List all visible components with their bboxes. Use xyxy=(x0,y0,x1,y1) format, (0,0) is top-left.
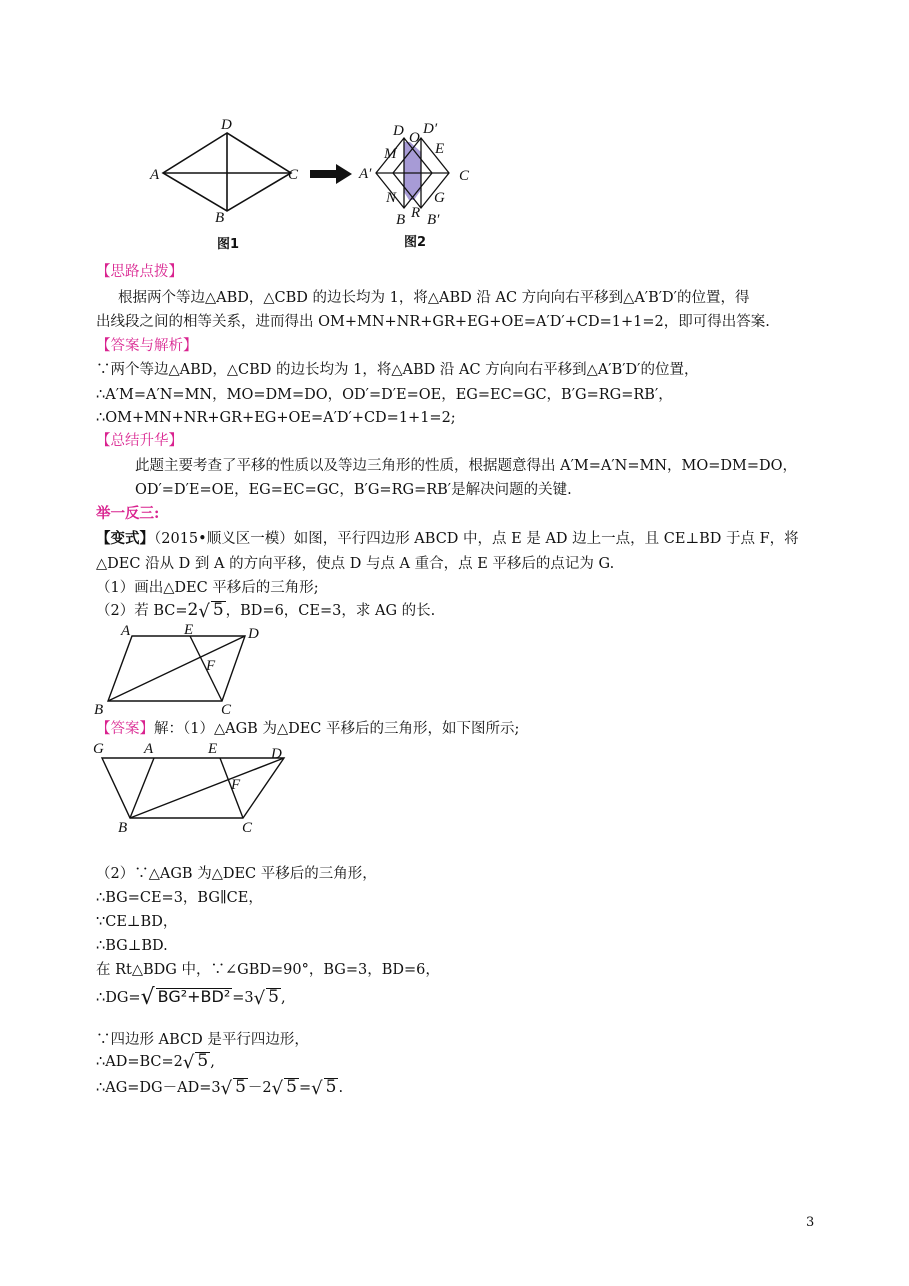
ag-radicand-1: 5 xyxy=(235,1077,246,1097)
fig2-label-dprime: D′ xyxy=(423,121,438,137)
fig3-label-e: E xyxy=(184,622,194,638)
ad-prefix: ∴AD=BC=2 xyxy=(96,1054,183,1070)
fig4-label-b: B xyxy=(118,820,128,836)
q2-radicand: 5 xyxy=(212,600,224,620)
fig2-label-n: N xyxy=(386,190,397,206)
answer-tag: 【答案】 xyxy=(96,721,154,737)
dg-equals: =3 xyxy=(232,990,254,1006)
arrow-icon xyxy=(308,162,354,186)
answer-part1-line xyxy=(96,719,519,739)
solution-2-line-1: （2）∵△AGB 为△DEC 平移后的三角形， xyxy=(96,866,377,882)
ag-minus: －2 xyxy=(247,1080,272,1096)
answer-heading: 【答案与解析】 xyxy=(96,338,198,354)
ad-radicand: 5 xyxy=(197,1051,209,1071)
fig3-label-c: C xyxy=(221,702,232,718)
fig4-label-d: D xyxy=(271,746,282,762)
ag-equals: = xyxy=(298,1080,312,1096)
fig2-label-aprime: A′ xyxy=(359,166,372,182)
sqrt-icon: √ xyxy=(253,988,266,1009)
solution-2-line-4: ∴BG⊥BD. xyxy=(96,938,168,954)
q2-text-b: ，BD=6，CE=3，求 AG 的长. xyxy=(225,603,436,619)
fig1-label-d: D xyxy=(221,118,232,133)
fig2-label-r: R xyxy=(411,205,421,221)
solution-2-line-6 xyxy=(96,985,286,1010)
variant-tag: 【变式】 xyxy=(96,530,154,547)
solution-2-line-3: ∵CE⊥BD， xyxy=(96,914,178,930)
solution-2-line-7: ∵四边形 ABCD 是平行四边形， xyxy=(96,1032,309,1048)
variant-text-1: （2015•顺义区一模）如图，平行四边形 ABCD 中，点 E 是 AD 边上一点，且 CE⊥BD 于点 F，将 xyxy=(154,531,799,547)
summary-heading: 【总结升华】 xyxy=(96,433,183,449)
fig3-label-d: D xyxy=(248,626,259,642)
ad-suffix: , xyxy=(210,1054,215,1070)
dg-radicand: BG²+BD² xyxy=(157,987,231,1006)
fig4-label-a: A xyxy=(144,741,154,757)
solution-2-line-8 xyxy=(96,1052,215,1073)
question-1: （1）画出△DEC 平移后的三角形; xyxy=(96,580,319,596)
fig1-caption: 图1 xyxy=(217,237,240,252)
fig3-label-b: B xyxy=(94,702,104,718)
answer-text-3: ∴OM+MN+NR+GR+EG+OE=A′D′+CD=1+1=2; xyxy=(96,410,456,426)
sqrt-icon: √ xyxy=(140,985,155,1010)
question-2 xyxy=(96,600,435,622)
figure-1-rhombus xyxy=(145,118,305,254)
fig3-label-a: A xyxy=(121,623,131,639)
figure-4-translated-parallelogram xyxy=(90,738,290,840)
fig2-caption: 图2 xyxy=(404,235,427,250)
dg-result-radicand: 5 xyxy=(268,987,279,1007)
answer-part1-text: 解：（1）△AGB 为△DEC 平移后的三角形，如下图所示; xyxy=(154,721,520,737)
page-number: 3 xyxy=(806,1215,815,1230)
ag-suffix: . xyxy=(338,1080,344,1096)
sqrt-icon: √ xyxy=(271,1078,284,1099)
sqrt-icon: √ xyxy=(198,601,210,622)
fig2-label-m: M xyxy=(384,146,397,162)
fig2-label-g: G xyxy=(434,190,445,206)
dg-suffix: , xyxy=(280,990,286,1006)
q2-coef: 2 xyxy=(187,600,199,620)
fig1-label-b: B xyxy=(215,210,225,226)
fig3-label-f: F xyxy=(206,658,216,674)
thinking-text-2: 出线段之间的相等关系，进而得出 OM+MN+NR+GR+EG+OE=A′D′+CD=1+1=2，即可得出答案. xyxy=(96,314,770,330)
figure-3-parallelogram xyxy=(92,620,272,720)
fig2-label-b: B xyxy=(396,212,406,228)
thinking-heading: 【思路点拨】 xyxy=(96,264,183,280)
fig4-label-e: E xyxy=(208,741,218,757)
solution-2-line-5: 在 Rt△BDG 中，∵∠GBD=90°，BG=3，BD=6， xyxy=(96,962,440,978)
ag-radicand-2: 5 xyxy=(286,1077,297,1097)
example-heading: 举一反三: xyxy=(96,505,160,522)
variant-line-1 xyxy=(96,529,799,549)
answer-text-1: ∵两个等边△ABD，△CBD 的边长均为 1，将△ABD 沿 AC 方向向右平移到△A′B′D′的位置， xyxy=(96,362,699,378)
figure-2-translated-rhombus xyxy=(356,118,480,250)
sqrt-icon: √ xyxy=(220,1078,233,1099)
fig2-label-d: D xyxy=(393,123,404,139)
fig2-label-bprime: B′ xyxy=(427,212,440,228)
shaded-region xyxy=(404,142,421,200)
summary-text-2: OD′=D′E=OE，EG=EC=GC，B′G=RG=RB′是解决问题的关键. xyxy=(135,482,572,498)
thinking-text-1: 根据两个等边△ABD，△CBD 的边长均为 1，将△ABD 沿 AC 方向向右平移到△A′B′D′的位置，得 xyxy=(118,290,750,306)
answer-text-2: ∴A′M=A′N=MN，MO=DM=DO，OD′=D′E=OE，EG=EC=GC，B′G=RG=RB′， xyxy=(96,387,673,403)
solution-2-line-9 xyxy=(96,1078,343,1099)
fig2-label-e: E xyxy=(435,141,445,157)
fig1-label-a: A xyxy=(150,167,160,183)
fig1-label-c: C xyxy=(288,167,299,183)
fig2-label-c: C xyxy=(459,168,470,184)
q2-text-a: （2）若 BC= xyxy=(96,603,188,619)
variant-text-2: △DEC 沿从 D 到 A 的方向平移，使点 D 与点 A 重合，点 E 平移后的点记为 G. xyxy=(96,556,615,572)
fig4-label-f: F xyxy=(231,777,241,793)
summary-text-1: 此题主要考查了平移的性质以及等边三角形的性质，根据题意得出 A′M=A′N=MN，MO=DM=DO， xyxy=(135,458,798,474)
fig4-label-c: C xyxy=(242,820,253,836)
sqrt-icon: √ xyxy=(182,1052,195,1073)
dg-prefix: ∴DG= xyxy=(96,990,141,1006)
fig4-label-g: G xyxy=(93,741,104,757)
ag-radicand-3: 5 xyxy=(325,1077,337,1097)
solution-2-line-2: ∴BG=CE=3，BG∥CE， xyxy=(96,890,263,906)
fig2-label-o: O xyxy=(409,130,420,146)
ag-prefix: ∴AG=DG－AD=3 xyxy=(96,1080,221,1096)
sqrt-icon: √ xyxy=(311,1078,323,1099)
